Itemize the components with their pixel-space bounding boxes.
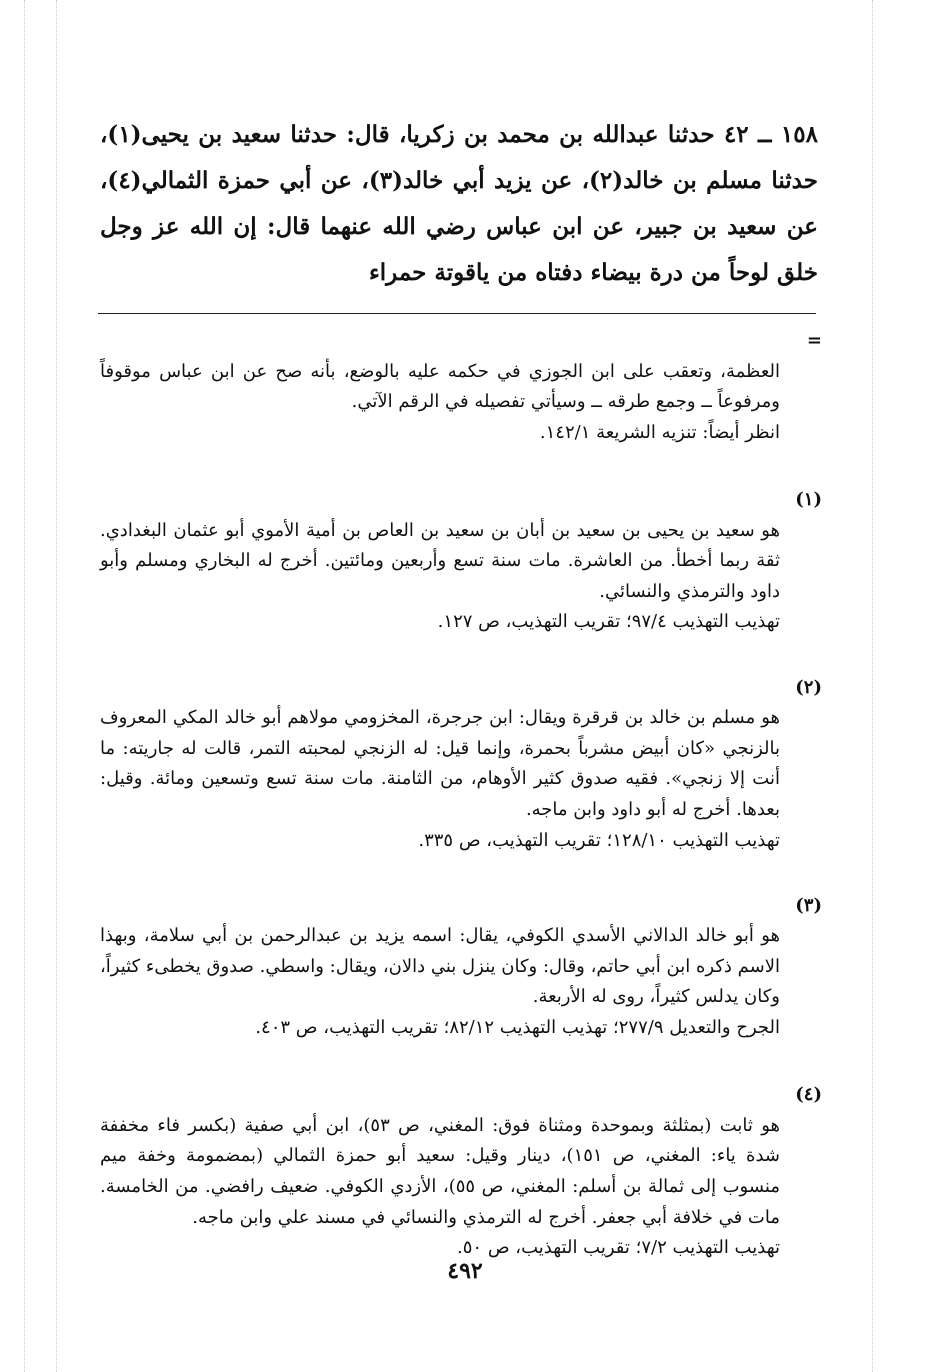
footnote-marker: (٢) [795, 676, 822, 698]
footnote-marker: (١) [795, 488, 822, 510]
footnote-continued [100, 326, 822, 479]
footnote-marker: (٤) [795, 1084, 822, 1106]
footnote-text: هو سعيد بن يحيى بن سعيد بن أبان بن سعيد بن العاص بن أمية الأموي أبو عثمان البغدادي. ثقة ربما أخطأ. من العاشرة. مات سنة تسع وأربعين ومائتين. أخرج له البخاري ومسلم وأبو داود والترمذي والنسائي. [100, 519, 780, 602]
crop-mark-left-inner [56, 0, 57, 1372]
footnote-1 [100, 485, 822, 669]
footnote-2 [100, 673, 822, 887]
footnote-marker: = [806, 330, 822, 351]
footnote-source: تهذيب التهذيب ١٢٨/١٠؛ تقريب التهذيب، ص ٣٣٥. [418, 829, 780, 851]
crop-mark-right [872, 0, 873, 1372]
footnote-text: هو ثابت (بمثلثة وبموحدة ومثناة فوق: المغني، ص ٥٣)، ابن أبي صفية (بكسر فاء مخففة شدة ياء: المغني، ص ١٥١)، دينار وقيل: سعيد أبو حمزة الثمالي (بمضمومة وخفة ميم منسوب إلى ثمالة بن أسلم: المغني، ص ٥٥)، الأزدي الكوفي. ضعيف رافضي. من الخامسة. مات في خلافة أبي جعفر. أخرج له الترمذي والنسائي في مسند علي وابن ماجه. [100, 1114, 780, 1228]
crop-mark-left [24, 0, 25, 1372]
footnote-marker: (٣) [795, 894, 822, 916]
footnote-text: هو أبو خالد الدالاني الأسدي الكوفي، يقال: اسمه يزيد بن عبدالرحمن بن أبي سلامة، وبهذا الاسم ذكره ابن أبي حاتم، وقال: وكان ينزل بني دالان، ويقال: واسطي. صدوق يخطىء كثيراً، وكان يدلس كثيراً، روى له الأربعة. [100, 925, 780, 1008]
footnote-source: تهذيب التهذيب ٩٧/٤؛ تقريب التهذيب، ص ١٢٧. [437, 611, 780, 633]
footnote-text: العظمة، وتعقب على ابن الجوزي في حكمه عليه بالوضع، بأنه صح عن ابن عباس موقوفاً ومرفوعاً ــ وجمع طرقه ــ وسيأتي تفصيله في الرقم الآتي. [100, 360, 780, 413]
footnote-source: انظر أيضاً: تنزيه الشريعة ١٤٢/١. [539, 421, 780, 443]
footnote-3 [100, 891, 822, 1075]
footnote-separator [98, 313, 816, 314]
footnote-source: تهذيب التهذيب ٧/٢؛ تقريب التهذيب، ص ٥٠. [457, 1237, 780, 1259]
hadith-text [100, 112, 818, 296]
footnotes [100, 326, 822, 1294]
footnote-text: هو مسلم بن خالد بن قرقرة ويقال: ابن جرجرة، المخزومي مولاهم أبو خالد المكي المعروف بالزنجي «كان أبيض مشرباً بحمرة، وإنما قيل: له الزنجي لمحبته التمر، قالت له جاريته: ما أنت إلا زنجي». فقيه صدوق كثير الأوهام، من الثامنة. مات سنة تسع وتسعين ومائة. وقيل: بعدها. أخرج له أبو داود وابن ماجه. [100, 707, 780, 820]
page-number: ٤٩٢ [447, 1258, 483, 1284]
hadith-paragraph: ١٥٨ ــ ٤٢ حدثنا عبدالله بن محمد بن زكريا، قال: حدثنا سعيد بن يحيى(١)، حدثنا مسلم بن خالد(٢)، عن يزيد أبي خالد(٣)، عن أبي حمزة الثمالي(٤)، عن سعيد بن جبير، عن ابن عباس رضي الله عنهما قال: إن الله عز وجل خلق لوحاً من درة بيضاء دفتاه من ياقوتة حمراء [100, 121, 818, 286]
footnote-source: الجرح والتعديل ٢٧٧/٩؛ تهذيب التهذيب ٨٢/١٢؛ تقريب التهذيب، ص ٤٠٣. [255, 1017, 780, 1039]
